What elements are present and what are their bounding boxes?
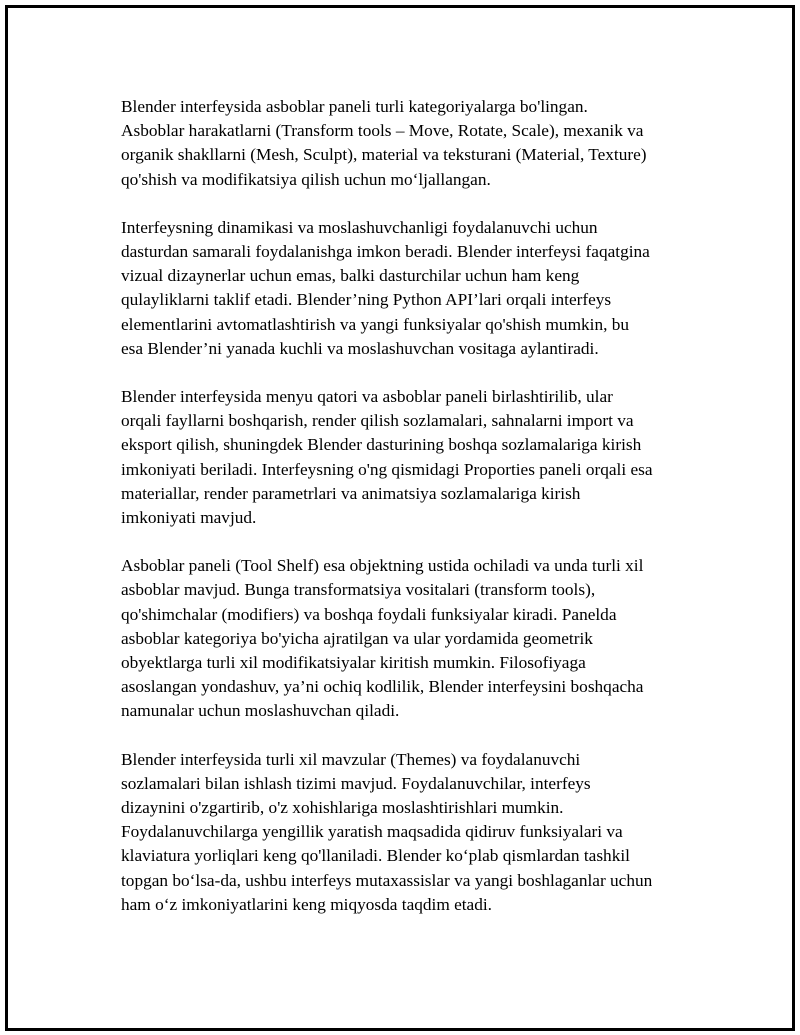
paragraph-toolbar-categories: Blender interfeysida asboblar paneli turli kategoriyalarga bo'lingan. Asboblar harakatlarni (Transform tools – Move, Rotate, Scale), mexanik va organik shakllarni (Mesh, Sculpt), material va teksturani (Material, Texture) qo'shish va modifikatsiya qilish uchun mo‘ljallangan. [121,97,647,189]
paragraph-interface-flexibility: Interfeysning dinamikasi va moslashuvchanligi foydalanuvchi uchun dasturdan samarali foydalanishga imkon beradi. Blender interfeysi faqatgina vizual dizaynerlar uchun emas, balki dasturchilar uchun ham keng qulayliklarni taklif etadi. Blender’ning Python API’lari orqali interfeys elementlarini avtomatlashtirish va yangi funksiyalar qo'shish mumkin, bu esa Blender’ni yanada kuchli va moslashuvchan vositaga aylantiradi. [121,217,650,358]
paragraph-themes-and-settings: Blender interfeysida turli xil mavzular (Themes) va foydalanuvchi sozlamalari bilan ishlash tizimi mavjud. Foydalanuvchilar, interfeys dizaynini o'zgartirib, o'z xohishlariga moslashtirishlari mumkin. Foydalanuvchilarga yengillik yaratish maqsadida qidiruv funksiyalari va klaviatura yorliqlari keng qo'llaniladi. Blender ko‘plab qismlardan tashkil topgan bo‘lsa-da, ushbu interfeys mutaxassislar va yangi boshlaganlar uchun ham o‘z imkoniyatlarini keng miqyosda taqdim etadi. [121,749,653,914]
page-frame [5,5,795,1031]
paragraph-menu-and-properties: Blender interfeysida menyu qatori va asboblar paneli birlashtirilib, ular orqali fayllarni boshqarish, render qilish sozlamalari, sahnalarni import va eksport qilish, shuningdek Blender dasturining boshqa sozlamalariga kirish imkoniyati beriladi. Interfeysning o'ng qismidagi Proporties paneli orqali esa materiallar, render parametrlari va animatsiya sozlamalariga kirish imkoniyati mavjud. [121,387,653,528]
document-body [121,95,711,941]
paragraph-tool-shelf: Asboblar paneli (Tool Shelf) esa objektning ustida ochiladi va unda turli xil asboblar mavjud. Bunga transformatsiya vositalari (transform tools), qo'shimchalar (modifiers) va boshqa foydali funksiyalar kiradi. Panelda asboblar kategoriya bo'yicha ajratilgan va ular yordamida geometrik obyektlarga turli xil modifikatsiyalar kiritish mumkin. Filosofiyaga asoslangan yondashuv, ya’ni ochiq kodlilik, Blender interfeysini boshqacha namunalar uchun moslashuvchan qiladi. [121,556,644,721]
